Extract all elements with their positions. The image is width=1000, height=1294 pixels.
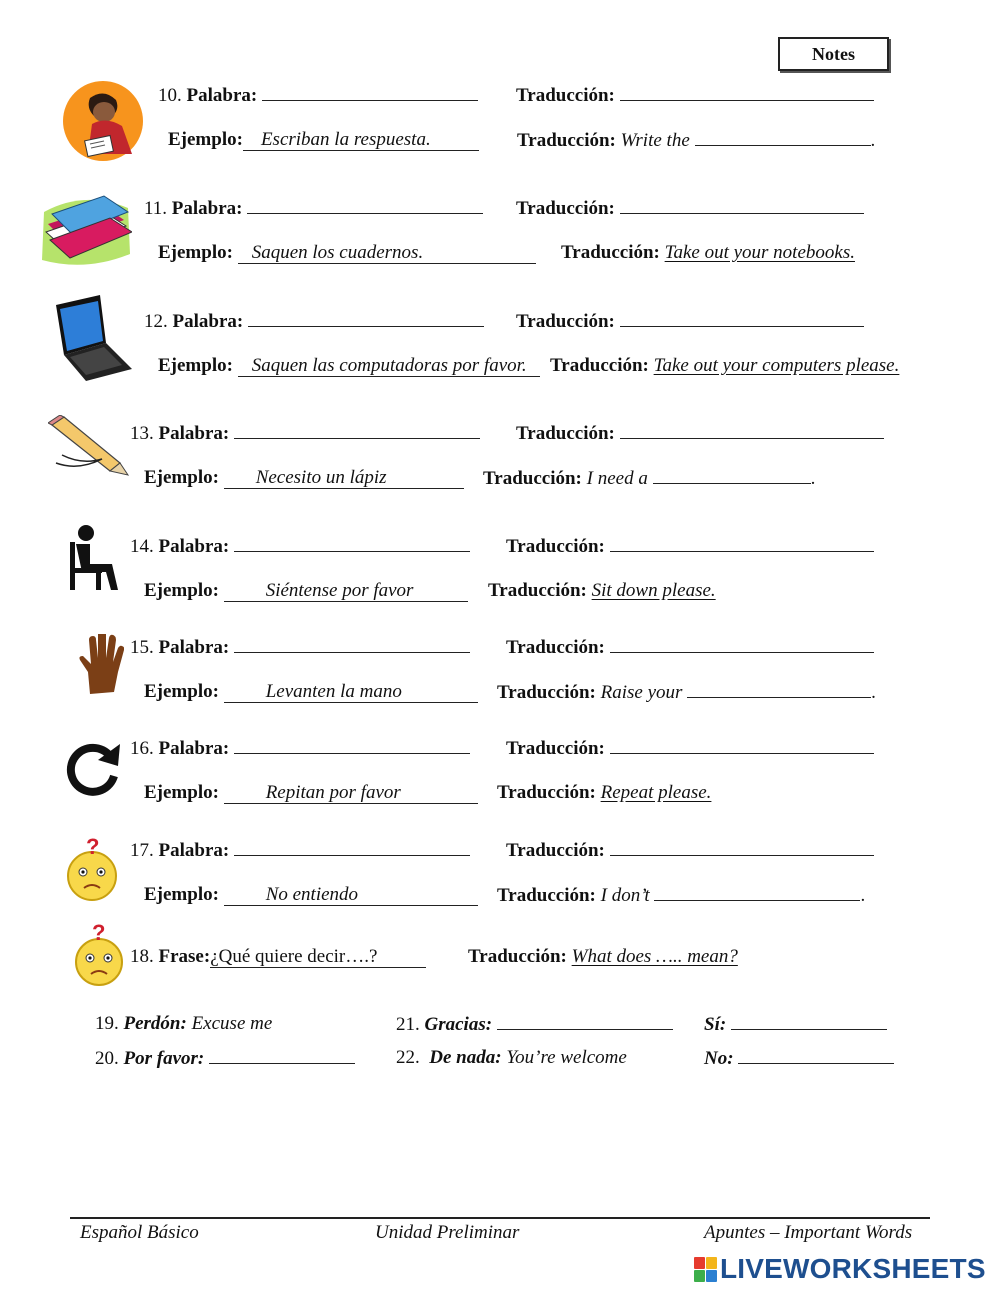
example-translation-text: Take out your computers please. — [653, 355, 900, 376]
item-15-translation-row — [506, 636, 874, 659]
sitting-person-icon — [68, 524, 122, 592]
example-translation-text: Repeat please. — [600, 782, 712, 803]
word-label: Perdón: — [123, 1013, 187, 1034]
example-text: Saquen los cuadernos. — [251, 242, 424, 263]
item-15-word-row — [130, 636, 470, 659]
pencil-icon — [48, 415, 132, 477]
translation-label: Traducción: — [468, 946, 567, 967]
liveworksheets-logo[interactable] — [694, 1252, 986, 1286]
item-number: 15. — [130, 637, 154, 658]
example-label: Ejemplo: — [144, 884, 219, 905]
example-label: Ejemplo: — [144, 580, 219, 601]
word-blank[interactable] — [234, 737, 470, 754]
item-number: 13. — [130, 423, 154, 444]
item-number: 19. — [95, 1013, 119, 1034]
translation-label: Traducción: — [516, 311, 615, 332]
translation-label: Traducción: — [516, 85, 615, 106]
item-14-word-row — [130, 535, 470, 558]
item-number: 16. — [130, 738, 154, 759]
svg-text:?: ? — [92, 920, 106, 945]
example-label: Ejemplo: — [144, 467, 219, 488]
item-22-row — [396, 1047, 627, 1069]
example-translation-prefix: I need a — [586, 468, 648, 489]
item-15-example-row — [144, 681, 478, 703]
translation-label: Traducción: — [516, 423, 615, 444]
student-writing-icon — [60, 80, 146, 162]
word-blank[interactable] — [262, 84, 478, 101]
word-meaning: Excuse me — [191, 1013, 273, 1034]
example-label: Ejemplo: — [158, 242, 233, 263]
footer-right: Apuntes – Important Words — [704, 1222, 913, 1243]
item-12-example-translation-row — [550, 355, 899, 377]
word-label: De nada: — [429, 1047, 502, 1068]
phrase-label: Frase: — [158, 946, 211, 967]
example-translation-label: Traducción: — [483, 468, 582, 489]
item-19-row — [95, 1013, 272, 1035]
word-label: Palabra: — [158, 840, 230, 861]
meaning-blank[interactable] — [497, 1013, 673, 1030]
item-11-word-row — [144, 197, 483, 220]
item-11-translation-row — [516, 197, 864, 220]
word-label: Gracias: — [424, 1014, 493, 1035]
translation-blank[interactable] — [610, 737, 874, 754]
word-label: Sí: — [704, 1014, 727, 1035]
confused-face-icon — [64, 832, 120, 904]
word-blank[interactable] — [234, 636, 470, 653]
item-14-translation-row — [506, 535, 874, 558]
example-translation-blank[interactable] — [687, 681, 871, 698]
word-label: Palabra: — [158, 738, 230, 759]
item-17-example-translation-row — [497, 884, 865, 907]
translation-label: Traducción: — [516, 198, 615, 219]
word-blank[interactable] — [234, 535, 470, 552]
item-number: 18. — [130, 946, 154, 967]
word-label: Palabra: — [186, 85, 258, 106]
item-12-word-row — [144, 310, 484, 333]
word-label: No: — [704, 1048, 734, 1069]
liveworksheets-mark-icon — [694, 1257, 716, 1281]
item-17-translation-row — [506, 839, 874, 862]
item-10-example-row — [168, 129, 479, 151]
example-translation-blank[interactable] — [695, 129, 871, 146]
item-14-example-translation-row — [488, 580, 716, 602]
footer-divider — [70, 1217, 930, 1219]
example-label: Ejemplo: — [158, 355, 233, 376]
example-translation-suffix: . — [871, 682, 876, 703]
example-translation-label: Traducción: — [497, 782, 596, 803]
word-blank[interactable] — [247, 197, 483, 214]
brand-name: LIVEWORKSHEETS — [720, 1253, 986, 1284]
item-number: 14. — [130, 536, 154, 557]
no-row — [704, 1047, 894, 1070]
example-text: Necesito un lápiz — [255, 467, 387, 488]
example-text: Repitan por favor — [265, 782, 401, 803]
item-17-word-row — [130, 839, 470, 862]
translation-blank[interactable] — [620, 84, 874, 101]
repeat-arrow-icon — [66, 740, 122, 796]
word-label: Palabra: — [171, 198, 243, 219]
translation-blank[interactable] — [610, 839, 874, 856]
item-number: 21. — [396, 1014, 420, 1035]
si-row — [704, 1013, 887, 1036]
example-label: Ejemplo: — [168, 129, 243, 150]
example-translation-label: Traducción: — [497, 885, 596, 906]
item-16-word-row — [130, 737, 470, 760]
notes-label: Notes — [812, 44, 855, 64]
meaning-blank[interactable] — [731, 1013, 887, 1030]
example-translation-suffix: . — [810, 468, 816, 489]
translation-blank[interactable] — [620, 310, 864, 327]
footer-center: Unidad Preliminar — [375, 1222, 520, 1243]
example-translation-label: Traducción: — [488, 580, 587, 601]
item-10-word-row — [158, 84, 478, 107]
item-number: 20. — [95, 1048, 119, 1069]
meaning-blank[interactable] — [209, 1047, 355, 1064]
translation-blank[interactable] — [610, 636, 874, 653]
footer-left: Español Básico — [80, 1222, 199, 1243]
example-text: Saquen las computadoras por favor. — [251, 355, 527, 376]
translation-text: What does ….. mean? — [571, 946, 738, 967]
item-13-example-translation-row — [483, 467, 815, 490]
example-translation-label: Traducción: — [550, 355, 649, 376]
item-10-example-translation-row — [517, 129, 875, 152]
item-18-phrase-row — [130, 946, 426, 968]
item-13-translation-row — [516, 422, 884, 445]
item-number: 10. — [158, 85, 182, 106]
example-translation-text: Sit down please. — [591, 580, 716, 601]
item-17-example-row — [144, 884, 478, 906]
translation-label: Traducción: — [506, 637, 605, 658]
item-number: 22. — [396, 1047, 420, 1068]
translation-label: Traducción: — [506, 840, 605, 861]
translation-blank[interactable] — [620, 197, 864, 214]
item-20-row — [95, 1047, 355, 1070]
example-translation-prefix: Raise your — [600, 682, 683, 703]
word-label: Palabra: — [172, 311, 244, 332]
item-16-example-row — [144, 782, 478, 804]
example-label: Ejemplo: — [144, 681, 219, 702]
confused-face-icon — [72, 920, 126, 990]
example-text: Siéntense por favor — [265, 580, 414, 601]
example-translation-suffix: . — [860, 885, 866, 906]
raised-hand-icon — [78, 634, 124, 696]
item-12-example-row — [158, 355, 540, 377]
notes-label-box — [778, 37, 889, 71]
example-translation-prefix: Write the — [620, 130, 690, 151]
example-translation-label: Traducción: — [561, 242, 660, 263]
example-translation-text: Take out your notebooks. — [664, 242, 855, 263]
word-label: Palabra: — [158, 536, 230, 557]
item-11-example-row — [158, 242, 536, 264]
item-16-translation-row — [506, 737, 874, 760]
item-number: 17. — [130, 840, 154, 861]
example-translation-suffix: . — [870, 130, 876, 151]
word-blank[interactable] — [234, 839, 470, 856]
word-label: Palabra: — [158, 637, 230, 658]
item-13-word-row — [130, 422, 480, 445]
item-12-translation-row — [516, 310, 864, 333]
example-translation-label: Traducción: — [497, 682, 596, 703]
item-15-example-translation-row — [497, 681, 876, 704]
example-translation-blank[interactable] — [654, 884, 860, 901]
example-translation-label: Traducción: — [517, 130, 616, 151]
item-number: 11. — [144, 198, 168, 219]
item-16-example-translation-row — [497, 782, 711, 804]
item-11-example-translation-row — [561, 242, 855, 264]
example-label: Ejemplo: — [144, 782, 219, 803]
meaning-blank[interactable] — [738, 1047, 894, 1064]
laptop-icon — [48, 295, 134, 381]
word-label: Palabra: — [158, 423, 230, 444]
translation-blank[interactable] — [620, 422, 884, 439]
word-blank[interactable] — [234, 422, 480, 439]
example-translation-blank[interactable] — [653, 467, 811, 484]
notebooks-icon — [38, 192, 132, 270]
item-number: 12. — [144, 311, 168, 332]
translation-blank[interactable] — [610, 535, 874, 552]
example-text: Escriban la respuesta. — [260, 129, 431, 150]
item-14-example-row — [144, 580, 468, 602]
word-blank[interactable] — [248, 310, 484, 327]
example-text: Levanten la mano — [265, 681, 402, 702]
item-18-translation-row — [468, 946, 738, 968]
word-label: Por favor: — [123, 1048, 205, 1069]
translation-label: Traducción: — [506, 738, 605, 759]
example-text: No entiendo — [265, 884, 359, 905]
item-21-row — [396, 1013, 673, 1036]
svg-text:?: ? — [86, 834, 100, 859]
example-translation-prefix: I don’t — [600, 885, 650, 906]
phrase-text: ¿Qué quiere decir….? — [210, 946, 378, 967]
translation-label: Traducción: — [506, 536, 605, 557]
item-10-translation-row — [516, 84, 874, 107]
item-13-example-row — [144, 467, 464, 489]
word-meaning: You’re welcome — [506, 1047, 627, 1068]
